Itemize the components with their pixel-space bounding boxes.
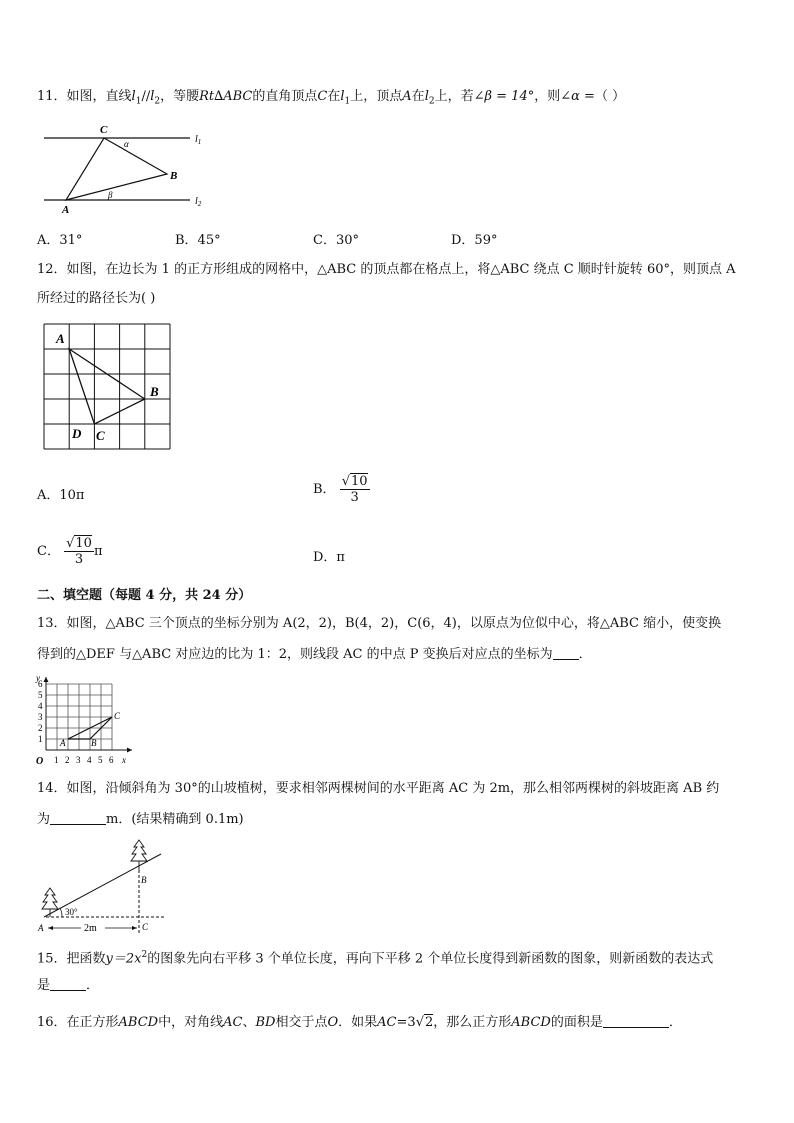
svg-text:6: 6 [38, 679, 43, 689]
q12-grid-figure [44, 324, 184, 459]
label-a: A [62, 204, 70, 216]
svg-text:2: 2 [65, 755, 70, 765]
label-a: A [56, 331, 65, 346]
label-a: A [38, 923, 44, 933]
q11-figure [40, 122, 240, 216]
label-c: C [142, 922, 149, 932]
label-d: D [72, 426, 82, 441]
svg-text:5: 5 [98, 755, 103, 765]
label-beta: β [108, 190, 113, 200]
q12-stem-line2: 所经过的路径长为( ) [37, 291, 156, 306]
label-c: C [100, 124, 108, 136]
q14-answer-blank[interactable] [50, 811, 106, 825]
svg-text:2: 2 [38, 723, 43, 733]
label-a: A [60, 738, 66, 748]
q14-stem-line1: 14．如图，沿倾斜角为 30°的山坡植树，要求相邻两棵树间的水平距离 AC 为 2m，那么相邻两棵树的斜坡距离 AB 约 [37, 781, 720, 796]
q11-option-a[interactable]: A．31° [37, 233, 83, 248]
angle-arc [60, 908, 62, 917]
svg-text:3: 3 [76, 755, 81, 765]
q11-option-d[interactable]: D．59° [451, 233, 498, 248]
label-l2: $l_2$ [195, 196, 202, 208]
label-c: C [96, 428, 105, 443]
tree-icon [131, 840, 147, 870]
q13-coordinate-figure [36, 674, 146, 766]
q15-stem-line1: 15．把函数$y=2x^2$的图象先向右平移 3 个单位长度，再向下平移 2 个单位长度得到新函数的图象，则新函数的表达式 [37, 950, 714, 967]
q15-stem-line2: 是 ． [37, 978, 100, 993]
label-x: x [122, 755, 126, 765]
svg-text:1: 1 [38, 734, 43, 744]
label-b: B [150, 384, 159, 399]
label-l1: $l_1$ [195, 134, 202, 146]
svg-text:4: 4 [87, 755, 92, 765]
section-header: 二、填空题（每题 4 分，共 24 分） [37, 588, 252, 603]
svg-text:6: 6 [109, 755, 114, 765]
svg-text:5: 5 [38, 690, 43, 700]
y-tick-labels [38, 679, 43, 744]
q11-option-c[interactable]: C．30° [313, 233, 359, 248]
svg-text:4: 4 [38, 701, 43, 711]
label-b: B [141, 875, 147, 885]
tree-icon [42, 888, 58, 917]
triangle-abc [66, 138, 167, 200]
q14-stem-line2: 为 m．(结果精确到 0.1m) [37, 812, 244, 827]
q11-option-b[interactable]: B．45° [175, 233, 221, 248]
sqrt-2: √2 [415, 1015, 434, 1030]
y-axis-arrow [44, 677, 49, 682]
label-angle: 30° [65, 907, 78, 917]
q12-option-b[interactable]: B． $\frac{√10}{3}$ [313, 474, 368, 505]
q13-stem-line1: 13．如图，△ABC 三个顶点的坐标分别为 A(2，2)，B(4，2)，C(6，4)，以原点为位似中心，将△ABC 缩小，使变换 [37, 616, 722, 631]
triangle-abc [69, 349, 145, 424]
q13-stem-line2: 得到的△DEF 与△ABC 对应边的比为 1：2，则线段 AC 的中点 P 变换后对应点的坐标为 ． [37, 647, 592, 662]
q16-answer-blank[interactable] [603, 1014, 669, 1028]
label-b: B [91, 738, 97, 748]
q15-answer-blank[interactable] [50, 977, 86, 991]
q12-option-a[interactable]: A．10π [37, 488, 85, 503]
x-tick-labels [54, 755, 114, 765]
label-o: O [36, 756, 44, 767]
slope-line [44, 854, 161, 917]
label-distance: 2m [84, 923, 97, 934]
x-axis-arrow [127, 748, 132, 753]
q13-answer-blank[interactable] [553, 646, 579, 660]
label-c: C [114, 711, 121, 721]
q16-stem: 16．在正方形ABCD中，对角线AC、BD相交于点O．如果AC=3√2，那么正方形ABCD的面积是 ． [37, 1015, 682, 1030]
fraction-sqrt10-over-3: $\frac{√10}{3}$ [66, 536, 92, 567]
q12-option-c[interactable]: C． $\frac{√10}{3}$ π [37, 536, 103, 567]
fraction-sqrt10-over-3: $\frac{√10}{3}$ [341, 474, 368, 505]
q11-stem: 11．如图，直线$l_1//l_2$，等腰Rt∆ABC的直角顶点C在$l_1$上，顶点A在$l_2$上，若∠β = 14°，则∠α =（ ） [37, 89, 626, 107]
grid [46, 684, 112, 750]
label-b: B [170, 170, 178, 182]
q12-stem-line1: 12．如图，在边长为 1 的正方形组成的网格中，△ABC 的顶点都在格点上，将△ABC 绕点 C 顺时针旋转 60°，则顶点 A [37, 262, 736, 277]
svg-text:3: 3 [38, 712, 43, 722]
svg-text:1: 1 [54, 755, 59, 765]
label-y: y [36, 673, 40, 683]
q12-option-d[interactable]: D．π [313, 550, 345, 565]
q14-slope-figure [36, 838, 176, 938]
label-alpha: α [124, 139, 129, 149]
